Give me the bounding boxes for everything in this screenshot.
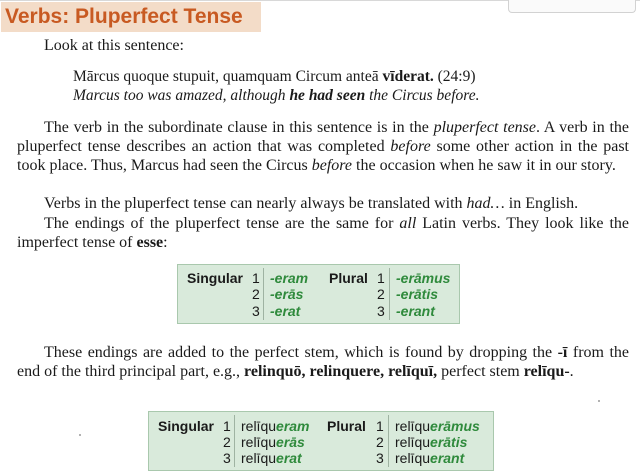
paragraph1-text-3: some other action in the past took place. Thus, Marcus had seen the Circus — [17, 138, 629, 174]
paragraph4-text-4: . — [569, 363, 574, 380]
paragraph-pluperfect-definition — [17, 118, 629, 175]
stem: relīqu — [241, 418, 277, 434]
word-esse: esse — [136, 234, 164, 251]
form-ending: erat — [276, 450, 302, 466]
paragraph3-text-3: : — [163, 234, 168, 251]
form-pl-2 — [395, 434, 467, 450]
stem: relīqu — [241, 450, 277, 466]
form-ending: erātis — [430, 434, 468, 450]
scan-speck — [79, 434, 81, 436]
form-sg-1 — [241, 418, 310, 434]
singular-label: Singular — [187, 270, 244, 286]
paragraph4-text-2: from the end of the third principal part, e.g., — [17, 344, 629, 380]
paragraph1-text-2: . A verb in the pluperfect tense describes an action that was completed — [17, 119, 629, 155]
form-sg-2 — [241, 434, 305, 450]
emphasis-before: before — [390, 138, 431, 155]
paragraph2-text: Verbs in the pluperfect tense can nearly always be translated with — [44, 195, 467, 212]
ending-pl-1: -erāmus — [396, 270, 451, 286]
singular-person-2: 2 — [252, 286, 260, 302]
stem: relīqu — [241, 434, 277, 450]
section-heading: Verbs: Pluperfect Tense — [1, 2, 261, 32]
paragraph2-text-2: in English. — [504, 195, 579, 212]
paragraph-translation — [44, 195, 578, 213]
plural-person-2: 2 — [377, 286, 385, 302]
form-pl-1 — [395, 418, 480, 434]
paragraph1-text: The verb in the subordinate clause in this sentence is in the — [44, 119, 434, 136]
emphasis-all: all — [399, 215, 417, 232]
principal-parts: relinquō, relinquere, relīquī, — [244, 363, 438, 380]
paragraph-perfect-stem — [17, 343, 629, 381]
paragraph4-text: These endings are added to the perfect stem, which is found by dropping the — [44, 344, 558, 361]
emphasis-had: had… — [466, 195, 505, 212]
form-ending: eram — [276, 418, 310, 434]
form-ending: erās — [276, 434, 305, 450]
form-ending: erant — [430, 450, 465, 466]
ending-sg-1: -eram — [270, 270, 309, 286]
endings-table — [177, 264, 460, 324]
form-ending: erāmus — [430, 418, 480, 434]
plural-person-1: 1 — [377, 270, 385, 286]
ending-pl-3: -erant — [396, 303, 435, 319]
singular-label-2: Singular — [158, 418, 215, 434]
paragraph4-text-3: perfect stem — [437, 363, 524, 380]
corner-box — [508, 0, 636, 13]
ex-plural-person-3: 3 — [376, 450, 384, 466]
latin-verb: vīderat. — [382, 68, 434, 85]
paragraph1-text-4: the occasion when he saw it in our story. — [352, 157, 616, 174]
relinquo-pluperfect-table — [148, 411, 494, 471]
scan-speck-2 — [598, 400, 600, 402]
ending-sg-3: -erat — [270, 303, 301, 319]
column-divider — [263, 268, 264, 320]
ex-singular-person-1: 1 — [223, 418, 231, 434]
ex-plural-person-1: 1 — [376, 418, 384, 434]
ex-plural-person-2: 2 — [376, 434, 384, 450]
paragraph3-text: The endings of the pluperfect tense are the same for — [44, 215, 400, 232]
latin-reference: (24:9) — [433, 68, 476, 85]
paragraph3-text-2: Latin verbs. They look like the imperfect tense of — [17, 215, 629, 251]
stem: relīqu — [395, 418, 431, 434]
stem: relīqu — [395, 434, 431, 450]
plural-person-3: 3 — [377, 303, 385, 319]
ending-i: -ī — [557, 344, 568, 361]
emphasis-before-2: before — [311, 157, 353, 174]
plural-label: Plural — [329, 270, 368, 286]
column-divider-4 — [388, 415, 389, 467]
singular-person-3: 3 — [252, 303, 260, 319]
latin-example — [73, 68, 476, 86]
form-sg-3 — [241, 450, 302, 466]
perfect-stem: relīqu- — [523, 363, 570, 380]
english-text-end: the Circus before. — [365, 87, 480, 104]
paragraph-endings — [17, 214, 629, 252]
plural-label-2: Plural — [327, 418, 366, 434]
term-pluperfect-tense: pluperfect tense — [433, 119, 536, 136]
ex-singular-person-3: 3 — [223, 450, 231, 466]
intro-text: Look at this sentence: — [44, 37, 184, 54]
ex-singular-person-2: 2 — [223, 434, 231, 450]
ending-pl-2: -erātis — [396, 286, 439, 302]
latin-text: Mārcus quoque stupuit, quamquam Circum anteā — [73, 68, 383, 85]
stem: relīqu — [395, 450, 431, 466]
ending-sg-2: -erās — [270, 286, 304, 302]
english-text: Marcus too was amazed, although — [73, 87, 290, 104]
column-divider-3 — [234, 415, 235, 467]
form-pl-3 — [395, 450, 464, 466]
english-translation — [73, 87, 479, 105]
singular-person-1: 1 — [252, 270, 260, 286]
english-verb: he had seen — [289, 87, 366, 104]
column-divider-2 — [389, 268, 390, 320]
